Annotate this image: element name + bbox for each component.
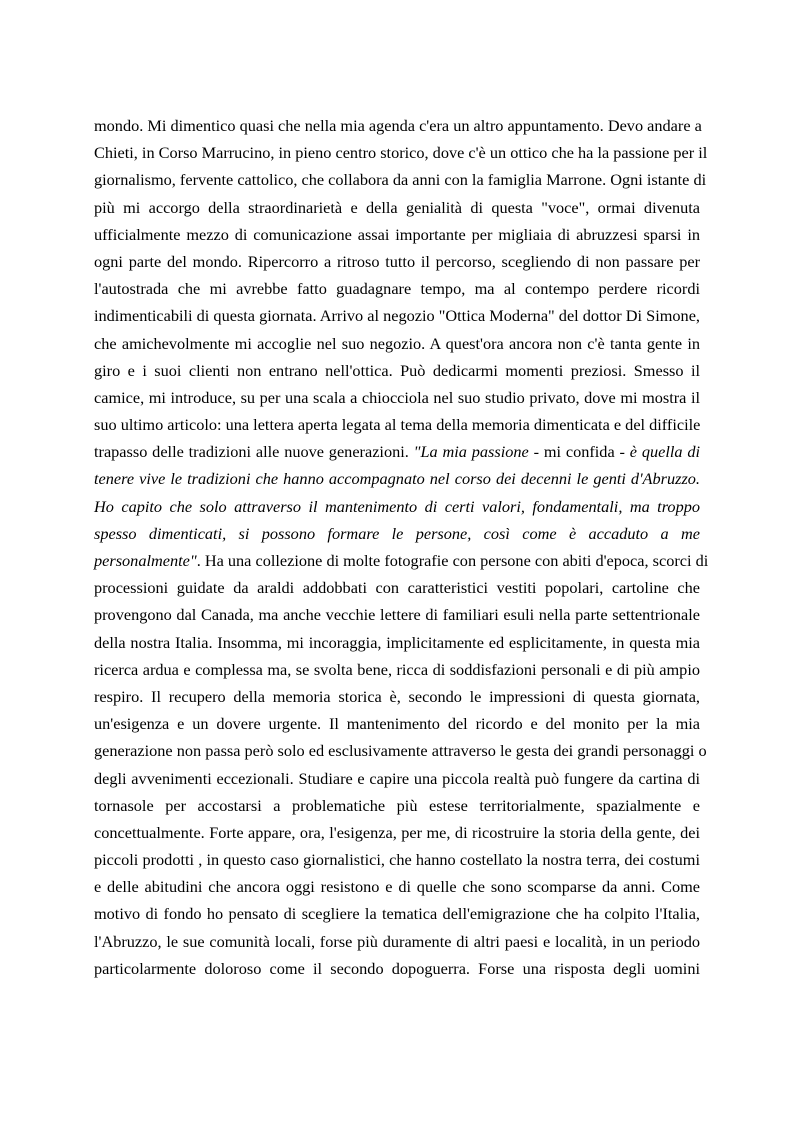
text-segment: piccoli prodotti , in questo caso giornalistici, che hanno costellato la nostra terra, dei costumi (94, 850, 700, 870)
text-line (94, 357, 700, 384)
text-line (94, 275, 700, 302)
text-line (94, 574, 700, 601)
text-line (94, 900, 700, 927)
italic-text-segment: "La mia passione (413, 442, 529, 462)
text-segment: suo ultimo articolo: una lettera aperta legata al tema della memoria dimenticata e del difficile (94, 415, 701, 435)
text-segment: provengono dal Canada, ma anche vecchie lettere di familiari esuli nella parte settentrionale (94, 605, 700, 625)
italic-text-segment: personalmente" (94, 551, 197, 570)
text-line (94, 248, 700, 275)
text-line (94, 656, 700, 683)
text-line (94, 112, 700, 139)
text-line (94, 520, 700, 547)
text-line (94, 330, 700, 357)
text-segment: ufficialmente mezzo di comunicazione assai importante per migliaia di abruzzesi sparsi in (94, 224, 700, 244)
text-line (94, 683, 700, 710)
text-line (94, 166, 707, 193)
text-segment: ricerca ardua e complessa ma, se svolta bene, ricca di soddisfazioni personali e di più ampio (94, 659, 700, 679)
text-segment: processioni guidate da araldi addobbati con caratteristici vestiti popolari, cartoline che (94, 578, 700, 598)
text-line (94, 221, 700, 248)
text-line (94, 819, 700, 846)
text-segment: mondo. Mi dimentico quasi che nella mia agenda c'era un altro appuntamento. Devo andare a (94, 116, 702, 135)
text-segment: e delle abitudini che ancora oggi resistono e di quelle che sono scomparse da anni. Come (94, 877, 700, 897)
text-segment: indimenticabili di questa giornata. Arrivo al negozio "Ottica Moderna" del dottor Di Simone, (94, 306, 700, 326)
text-line (94, 629, 700, 656)
text-line (94, 601, 700, 628)
text-segment: Chieti, in Corso Marrucino, in pieno centro storico, dove c'è un ottico che ha la passione per il (94, 143, 708, 163)
text-segment: trapasso delle tradizioni alle nuove generazioni. (94, 442, 414, 462)
text-segment: motivo di fondo ho pensato di scegliere la tematica dell'emigrazione che ha colpito l'Italia, (94, 904, 700, 924)
text-segment: particolarmente doloroso come il secondo dopoguerra. Forse una risposta degli uomini (94, 958, 700, 978)
text-segment: camice, mi introduce, su per una scala a chiocciola nel suo studio privato, dove mi mostra il (94, 387, 700, 407)
text-line (94, 765, 700, 792)
italic-text-segment: spesso dimenticati, si possono formare le persone, così come è accaduto a me (94, 523, 700, 543)
italic-text-segment: tenere vive le tradizioni che hanno accompagnato nel corso dei decenni le genti d'Abruzzo. (94, 469, 700, 489)
text-segment: l'Abruzzo, le sue comunità locali, forse più duramente di altri paesi e località, in un periodo (94, 931, 700, 951)
text-line (94, 928, 700, 955)
text-segment: tornasole per accostarsi a problematiche più estese territorialmente, spazialmente e (94, 795, 700, 815)
text-line (94, 710, 700, 737)
text-segment: più mi accorgo della straordinarietà e della genialità di questa "voce", ormai divenuta (94, 197, 700, 217)
italic-text-segment: Ho capito che solo attraverso il mantenimento di certi valori, fondamentali, ma troppo (94, 496, 700, 516)
text-segment: giro e i suoi clienti non entrano nell'ottica. Può dedicarmi momenti preziosi. Smesso il (94, 360, 700, 380)
text-segment: concettualmente. Forte appare, ora, l'esigenza, per me, di ricostruire la storia della gente, dei (94, 822, 700, 842)
text-line (94, 302, 700, 329)
text-segment: . Ha una collezione di molte fotografie con persone con abiti d'epoca, scorci di (196, 551, 709, 570)
text-segment: che amichevolmente mi accoglie nel suo negozio. A quest'ora ancora non c'è tanta gente in (94, 333, 700, 353)
text-segment: - mi confida - (528, 442, 630, 462)
italic-text-segment: è quella di (629, 442, 701, 462)
text-line (94, 737, 707, 764)
text-segment: l'autostrada che mi avrebbe fatto guadagnare tempo, ma al contempo perdere ricordi (94, 279, 700, 299)
text-line (94, 438, 700, 465)
text-segment: della nostra Italia. Insomma, mi incoraggia, implicitamente ed esplicitamente, in questa mia (94, 632, 700, 652)
text-segment: degli avvenimenti eccezionali. Studiare e capire una piccola realtà può fungere da cartina di (94, 768, 700, 788)
text-segment: respiro. Il recupero della memoria storica è, secondo le impressioni di questa giornata, (94, 686, 700, 706)
text-line (94, 139, 708, 166)
text-line (94, 465, 700, 492)
text-line (94, 873, 700, 900)
text-line (94, 792, 700, 819)
text-segment: un'esigenza e un dovere urgente. Il mantenimento del ricordo e del monito per la mia (94, 714, 700, 734)
text-segment: generazione non passa però solo ed esclusivamente attraverso le gesta dei grandi personaggi o (94, 741, 707, 761)
body-text (94, 112, 709, 982)
text-segment: giornalismo, fervente cattolico, che collabora da anni con la famiglia Marrone. Ogni istante di (94, 170, 707, 190)
text-line (94, 194, 700, 221)
text-line (94, 493, 700, 520)
text-line (94, 384, 700, 411)
text-line (94, 846, 700, 873)
text-line (94, 411, 700, 438)
text-line (94, 955, 700, 982)
text-segment: ogni parte del mondo. Ripercorro a ritroso tutto il percorso, scegliendo di non passare per (94, 251, 700, 271)
text-line (94, 547, 709, 574)
